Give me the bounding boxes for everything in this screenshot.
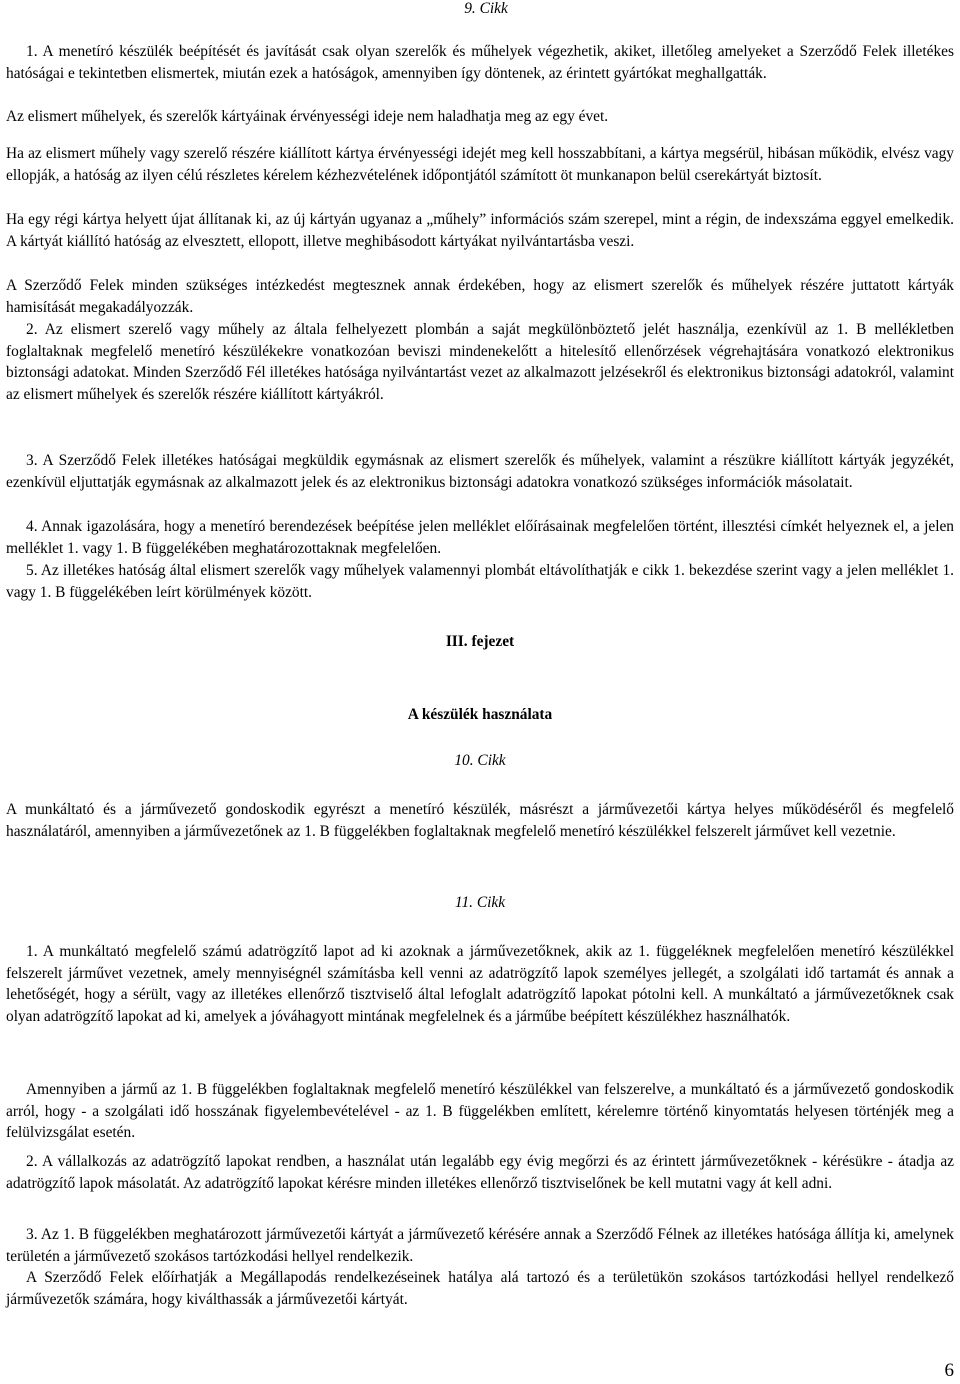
article-11-paragraph-4: 3. Az 1. B függelékben meghatározott járművezetői kártyát a járművezető kérésére annak a Szerződő Félnek az illetékes hatósága állítja ki, amelynek területén a járművezető szokásos tartózkodási hellyel rendelkezik. — [6, 1226, 954, 1265]
article-9-paragraph-3: Ha egy régi kártya helyett újat állítanak ki, az új kártyán ugyanaz a „műhely” információs szám szerepel, mint a régin, de indexszáma eggyel emelkedik. A kártyát kiállító hatóság az elvesztett, ellopott, illetve meghibásodott kártyákat nyilvántartásba veszi. — [6, 211, 954, 250]
article-11-paragraph-3: 2. A vállalkozás az adatrögzítő lapokat rendben, a használat után legalább egy évig megőrzi és az érintett járművezetőknek - kérésükre - átadja az adatrögzítő lapok másolatát. Az adatrögzítő lapokat kérésre minden illetékes ellenőrző tisztviselőnek be kell mutatni vagy át kell adni. — [6, 1153, 954, 1192]
article-11-paragraph-5: A Szerződő Felek előírhatják a Megállapodás rendelkezéseinek hatálya alá tartozó és a területükön szokásos tartózkodási hellyel rendelkező járművezetők számára, hogy kiválthassák a járművezetői kártyát. — [6, 1269, 954, 1308]
article-10-heading: 10. Cikk — [454, 752, 506, 769]
article-9-paragraph-6: 3. A Szerződő Felek illetékes hatóságai megküldik egymásnak az elismert szerelők és műhelyek, valamint a részükre kiállított kártyák jegyzékét, ezenkívül eljuttatják egymásnak az alkalmazott jelek és az elektronikus biztonsági adatokra vonatkozó szükséges információk másolatait. — [6, 452, 954, 491]
article-10-paragraph-1: A munkáltató és a járművezető gondoskodik egyrészt a menetíró készülék, másrészt a járművezetői kártya helyes működéséről és megfelelő használatáról, amennyiben a járművezetőnek az 1. B függelékben foglaltaknak megfelelő menetíró készülékkel felszerelt járművet kell vezetnie. — [6, 801, 954, 840]
chapter-title: A készülék használata — [407, 706, 553, 723]
article-9-paragraph-8: 5. Az illetékes hatóság által elismert szerelők vagy műhelyek valamennyi plombát eltávolíthatják e cikk 1. bekezdése szerint vagy a jelen melléklet 1. vagy 1. B függelékében leírt körülmények között. — [6, 562, 954, 601]
article-9-paragraph-7: 4. Annak igazolására, hogy a menetíró berendezések beépítése jelen melléklet előírásainak megfelelően történt, illesztési címkét helyeznek el, a jelen melléklet 1. vagy 1. B függelékében meghatározottaknak megfelelően. — [6, 518, 954, 557]
article-11-paragraph-1: 1. A munkáltató megfelelő számú adatrögzítő lapot ad ki azoknak a járművezetőknek, akik az 1. függeléknek megfelelően menetíró készülékkel felszerelt járművet vezetnek, amely mennyiségnél számításba kell venni az adatrögzítő lapok személyes jellegét, a szolgálati idő tartamát és annak a lehetőségét, hogy a sérült, vagy az illetékes ellenőrző tisztviselő által lefoglalt adatrögzítő lapokat pótolni kell. A munkáltató a járművezetőknek csak olyan adatrögzítő lapokat ad ki, amelyek a jóváhagyott mintának megfelelnek és a járműbe beépített készülékhez használhatók. — [6, 943, 954, 1026]
article-9-paragraph-5: 2. Az elismert szerelő vagy műhely az általa felhelyezett plombán a saját megkülönböztető jelét használja, ezenkívül az 1. B mellékletben foglaltaknak megfelelő menetíró készülékekre vonatkozóan beviszi mindenekelőtt a hitelesítő ellenőrzések végrehajtására vonatkozó elektronikus biztonsági adatokat. Minden Szerződő Fél illetékes hatósága nyilvántartást vezet az alkalmazott jelzésekről és elektronikus biztonsági adatokról, valamint az elismert műhelyek és szerelők részére kiállított kártyákról. — [6, 321, 954, 404]
article-9-paragraph-1-continuation: Az elismert műhelyek, és szerelők kártyáinak érvényességi ideje nem haladhatja meg az egy évet. — [6, 108, 609, 125]
chapter-number: III. fejezet — [445, 633, 515, 650]
article-11-paragraph-2: Amennyiben a jármű az 1. B függelékben foglaltaknak megfelelő menetíró készülékkel van felszerelve, a munkáltató és a járművezető gondoskodik arról, hogy - a szolgálati idő hosszának figyelembevételével - az 1. B függelékben említett, kérelemre történő kinyomtatás helyesen történjék meg a felülvizsgálat esetén. — [6, 1081, 954, 1142]
article-11-heading: 11. Cikk — [454, 894, 506, 911]
page-number: 6 — [944, 1360, 954, 1381]
article-9-paragraph-2: Ha az elismert műhely vagy szerelő részére kiállított kártya érvényességi idejét meg kell hosszabbítani, a kártya megsérül, hibásan működik, elvész vagy ellopják, a hatóság az ilyen célú részletes kérelem kézhezvételének időpontjától számított öt munkanapon belül cserekártyát biztosít. — [6, 145, 954, 184]
article-9-paragraph-1: 1. A menetíró készülék beépítését és javítását csak olyan szerelők és műhelyek végezhetik, akiket, illetőleg amelyeket a Szerződő Felek illetékes hatóságai e tekintetben elismertek, miután ezek a hatóságok, amennyiben így döntenek, az érintett gyártókat meghallgatták. — [6, 43, 954, 82]
article-9-heading: 9. Cikk — [464, 0, 508, 17]
article-9-paragraph-4: A Szerződő Felek minden szükséges intézkedést megtesznek annak érdekében, hogy az elismert szerelők és műhelyek részére juttatott kártyák hamisítását megakadályozzák. — [6, 277, 954, 316]
